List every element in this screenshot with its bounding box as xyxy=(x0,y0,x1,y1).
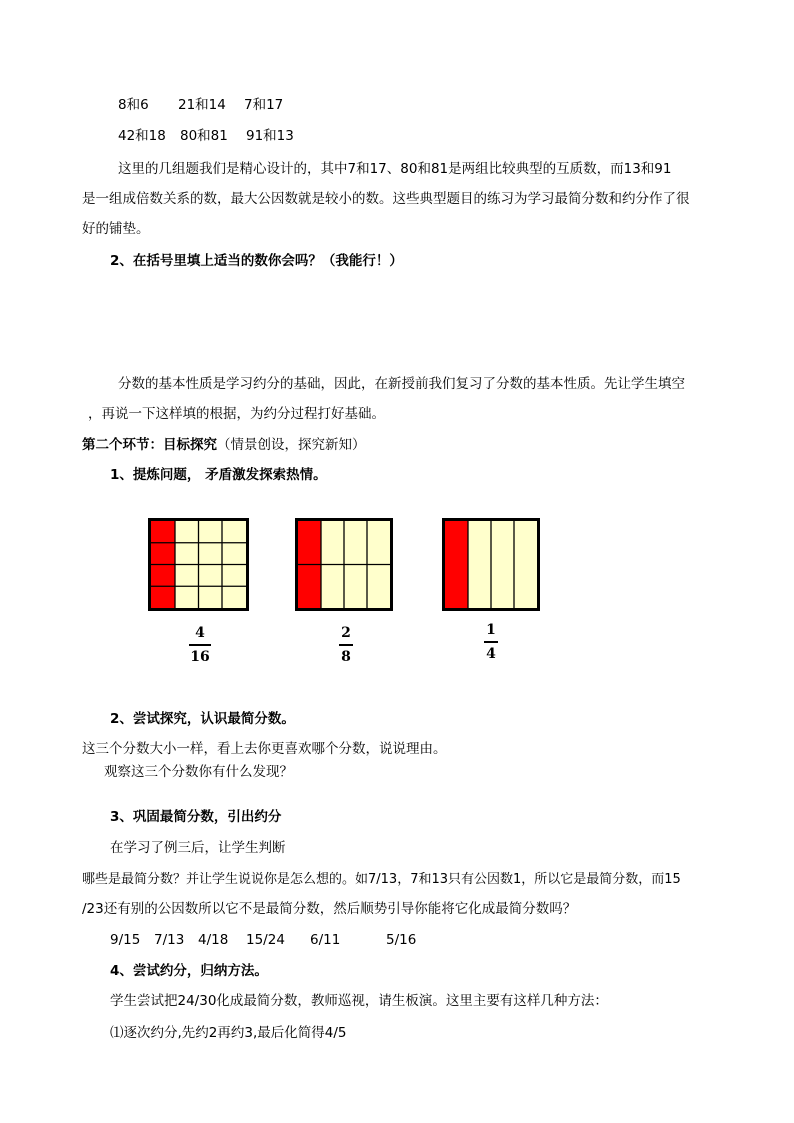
paragraph-line: 学生尝试把24/30化成最简分数，教师巡视，请生板演。这里主要有这样几种方法： xyxy=(110,993,608,1009)
pair-item: 42和18 xyxy=(118,128,166,144)
fraction-bar xyxy=(339,644,353,646)
paragraph-line: 观察这三个分数你有什么发现？ xyxy=(104,764,293,780)
fraction-figure-2-8 xyxy=(295,518,393,611)
pair-item: 21和14 xyxy=(178,97,226,113)
grid-4x2 xyxy=(298,521,390,608)
shaded-column xyxy=(445,521,468,608)
numerator: 2 xyxy=(341,625,351,641)
fraction-item: 7/13 xyxy=(154,932,185,948)
fraction-item: 5/16 xyxy=(386,932,417,948)
paragraph-line: 是一组成倍数关系的数，最大公因数就是较小的数。这些典型题目的练习为学习最简分数和约分作了很 xyxy=(82,191,690,207)
step-heading: 4、尝试约分，归纳方法。 xyxy=(110,963,268,979)
paragraph-line: 在学习了例三后，让学生判断 xyxy=(110,840,286,856)
fraction-item: 6/11 xyxy=(310,932,341,948)
paragraph-line: 哪些是最简分数？并让学生说说你是怎么想的。如7/13，7和13只有公因数1，所以它是最简分数，而15 xyxy=(82,872,681,887)
fraction-item: 4/18 xyxy=(198,932,229,948)
fraction-figure-1-4 xyxy=(442,518,540,611)
grid-4x4 xyxy=(151,521,246,608)
section-title: 第二个环节：目标探究 xyxy=(82,437,217,453)
number-pairs-row-2 xyxy=(118,130,294,144)
step-heading: 2、尝试探究，认识最简分数。 xyxy=(110,711,295,727)
paragraph-line: 分数的基本性质是学习约分的基础，因此，在新授前我们复习了分数的基本性质。先让学生填空 xyxy=(118,376,685,392)
step-heading: 3、巩固最简分数，引出约分 xyxy=(110,809,282,825)
numerator: 4 xyxy=(195,625,205,641)
paragraph-line: ，再说一下这样填的根据，为约分过程打好基础。 xyxy=(88,406,385,422)
pair-item: 7和17 xyxy=(244,97,284,113)
paragraph-line: 这里的几组题我们是精心设计的，其中7和17、80和81是两组比较典型的互质数，而13和91 xyxy=(118,161,672,177)
fraction-item: 15/24 xyxy=(246,932,285,948)
paragraph-line: 好的铺垫。 xyxy=(82,221,150,237)
denominator: 4 xyxy=(486,645,496,662)
grid-4x1 xyxy=(445,521,537,608)
number-pairs-row-1 xyxy=(118,99,283,113)
fraction-bar xyxy=(484,641,498,643)
pair-item: 80和81 xyxy=(180,128,228,144)
fraction-label-2-8 xyxy=(332,626,360,664)
pair-item: 8和6 xyxy=(118,97,149,113)
section-heading xyxy=(82,439,366,453)
section-subtitle: （情景创设，探究新知） xyxy=(217,437,366,453)
fractions-list xyxy=(110,934,416,948)
fraction-figure-4-16 xyxy=(148,518,249,611)
paragraph-line: ⑴逐次约分,先约2再约3,最后化简得4/5 xyxy=(110,1025,347,1041)
pair-item: 91和13 xyxy=(246,128,294,144)
fraction-label-4-16 xyxy=(185,626,215,664)
paragraph-line: 这三个分数大小一样，看上去你更喜欢哪个分数，说说理由。 xyxy=(82,741,447,757)
step-heading: 1、提炼问题， 矛盾激发探索热情。 xyxy=(110,467,327,483)
fraction-label-1-4 xyxy=(477,623,505,661)
denominator: 16 xyxy=(190,648,210,665)
heading-fill-in: 2、在括号里填上适当的数你会吗？（我能行！） xyxy=(110,253,403,269)
denominator: 8 xyxy=(341,648,351,665)
paragraph-line: /23还有别的公因数所以它不是最简分数，然后顺势引导你能将它化成最简分数吗？ xyxy=(82,901,577,917)
numerator: 1 xyxy=(486,622,496,638)
fraction-item: 9/15 xyxy=(110,932,141,948)
fraction-bar xyxy=(189,644,211,646)
